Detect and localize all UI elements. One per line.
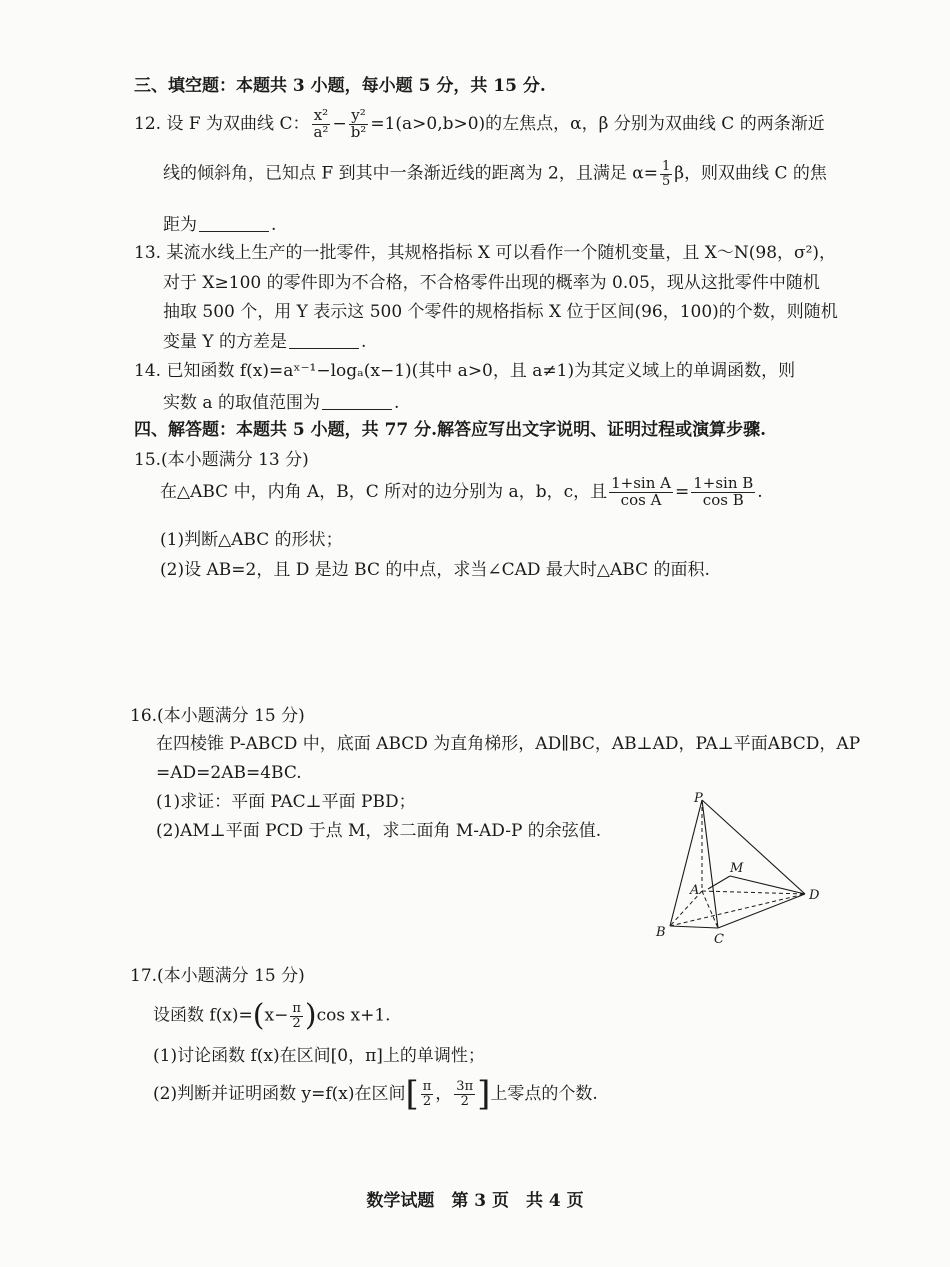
- question-16-part-2: (2)AM⊥平面 PCD 于点 M，求二面角 M-AD-P 的余弦值.: [156, 821, 602, 841]
- question-16-header: 16.(本小题满分 15 分): [130, 706, 305, 726]
- question-12-line-1: 12. 设 F 为双曲线 C： $\frac{\text{x²}}{\text{a²}}$ − $\frac{\text{y²}}{\text{b²}}$ =1(a>0,b>0)的左焦点，α，β 分别为双曲线 C 的两条渐近: [134, 106, 825, 141]
- q15-stem-end: .: [757, 481, 763, 502]
- question-12-line-2: [163, 160, 827, 188]
- label-P: P: [694, 791, 703, 806]
- q17-comma: ，: [435, 1083, 453, 1104]
- question-12-line-3: [163, 214, 276, 235]
- q14-line1: 已知函数 f(x)=aˣ⁻¹−logₐ(x−1)(其中 a>0，且 a≠1)为其定义域上的单调函数，则: [166, 361, 796, 381]
- question-16-part-1: (1)求证：平面 PAC⊥平面 PBD；: [156, 792, 416, 812]
- q12-period: .: [271, 215, 277, 235]
- q17-stem-b: cos x+1.: [316, 1005, 391, 1026]
- question-15-part-1: (1)判断△ABC 的形状；: [160, 530, 343, 550]
- edge-BD: [670, 894, 805, 926]
- section-4-title: 四、解答题：本题共 5 小题，共 77 分.解答应写出文字说明、证明过程或演算步骤.: [134, 420, 766, 440]
- question-16-line-1: 在四棱锥 P-ABCD 中，底面 ABCD 为直角梯形，AD∥BC，AB⊥AD，PA⊥平面ABCD，AP: [156, 734, 861, 754]
- question-15-header: 15.(本小题满分 13 分): [134, 450, 309, 470]
- q14-answer-blank[interactable]: [322, 392, 392, 410]
- q14-period: .: [393, 393, 400, 413]
- question-13-line-4: [163, 331, 366, 352]
- question-13-line-2: 对于 X≥100 的零件即为不合格，不合格零件出现的概率为 0.05，现从这批零件中随机: [163, 273, 820, 293]
- q12-prefix: 设 F 为双曲线 C：: [166, 113, 310, 134]
- q15-frac-b: $\frac{\text{1+sin B}}{\text{cos B}}$: [693, 474, 754, 509]
- label-B: B: [656, 925, 666, 940]
- q15-frac-a: $\frac{\text{1+sin A}}{\text{cos A}}$: [611, 474, 671, 509]
- q14-line2: 实数 a 的取值范围为: [163, 393, 320, 413]
- pyramid-figure: [650, 790, 830, 950]
- label-D: D: [809, 888, 820, 903]
- label-A: A: [690, 883, 700, 898]
- edge-BC: [670, 926, 718, 928]
- question-13-line-3: 抽取 500 个，用 Y 表示这 500 个零件的规格指标 X 位于区间(96，100)的个数，则随机: [163, 302, 838, 322]
- page-footer: 数学试题 第 3 页 共 4 页: [366, 1191, 584, 1211]
- question-17-header: 17.(本小题满分 15 分): [130, 966, 305, 986]
- q15-equals: =: [674, 481, 690, 502]
- label-C: C: [714, 932, 724, 947]
- edge-AD: [702, 891, 805, 894]
- question-17-stem: 设函数 f(x)=(x− $\frac{\pi}{2}$ )cos x+1.: [153, 998, 391, 1033]
- question-17-part-2: (2)判断并证明函数 y=f(x)在区间[ $\frac{\pi}{2}$ ， $\frac{3\pi}{2}$ ]上零点的个数.: [153, 1074, 598, 1114]
- question-16-line-2: =AD=2AB=4BC.: [156, 763, 302, 783]
- label-M: M: [730, 861, 744, 876]
- q13-line4: 变量 Y 的方差是: [163, 332, 288, 352]
- q13-line1: 某流水线上生产的一批零件，其规格指标 X 可以看作一个随机变量，且 X～N(98，σ²)，: [166, 243, 837, 263]
- edge-CD: [718, 894, 805, 928]
- question-14-line-1: [134, 361, 795, 381]
- q12-line2a: 线的倾斜角，已知点 F 到其中一条渐近线的距离为 2，且满足 α=: [163, 163, 658, 184]
- q13-period: .: [361, 332, 367, 352]
- q13-answer-blank[interactable]: [289, 331, 359, 349]
- edge-PD: [702, 800, 805, 894]
- q15-stem-text: 在△ABC 中，内角 A，B，C 所对的边分别为 a，b，c，且: [160, 481, 608, 502]
- q17-inner: x−: [264, 1005, 289, 1026]
- section-3-title: 三、填空题：本题共 3 小题，每小题 5 分，共 15 分.: [134, 76, 546, 96]
- q12-line2b: β，则双曲线 C 的焦: [674, 163, 827, 184]
- question-14-line-2: [163, 392, 399, 413]
- edge-PB: [670, 800, 702, 926]
- q17-stem-a: 设函数 f(x)=: [153, 1005, 253, 1026]
- q12-line3: 距为: [163, 215, 197, 235]
- q17-frac-pi-2: $\frac{\pi}{2}$: [292, 1000, 301, 1031]
- question-15-stem: [160, 476, 763, 509]
- q12-frac-one-fifth: $\frac{1}{5}$: [661, 159, 671, 189]
- q17-frac-pi-over-2: $\frac{\pi}{2}$: [422, 1079, 432, 1109]
- q12-answer-blank[interactable]: [199, 214, 269, 232]
- q17-part2b: 上零点的个数.: [490, 1083, 598, 1104]
- q12-frac-x: $\frac{\text{x²}}{\text{a²}}$: [313, 106, 329, 141]
- q17-part2a: (2)判断并证明函数 y=f(x)在区间: [153, 1083, 406, 1104]
- q13-number: 13.: [134, 243, 162, 263]
- q17-frac-3pi-over-2: $\frac{3\pi}{2}$: [456, 1079, 474, 1109]
- question-17-part-1: (1)讨论函数 f(x)在区间[0，π]上的单调性；: [153, 1046, 485, 1066]
- q12-number: 12.: [134, 113, 162, 134]
- q14-number: 14.: [134, 361, 162, 381]
- question-15-part-2: (2)设 AB=2，且 D 是边 BC 的中点，求当∠CAD 最大时△ABC 的面积.: [160, 560, 710, 580]
- q12-condition: =1(a>0,b>0)的左焦点，α，β 分别为双曲线 C 的两条渐近: [370, 113, 825, 134]
- edge-MD: [730, 876, 805, 894]
- edge-PC: [702, 800, 718, 928]
- q12-frac-y: $\frac{\text{y²}}{\text{b²}}$: [350, 106, 367, 141]
- question-13-line-1: [134, 243, 836, 263]
